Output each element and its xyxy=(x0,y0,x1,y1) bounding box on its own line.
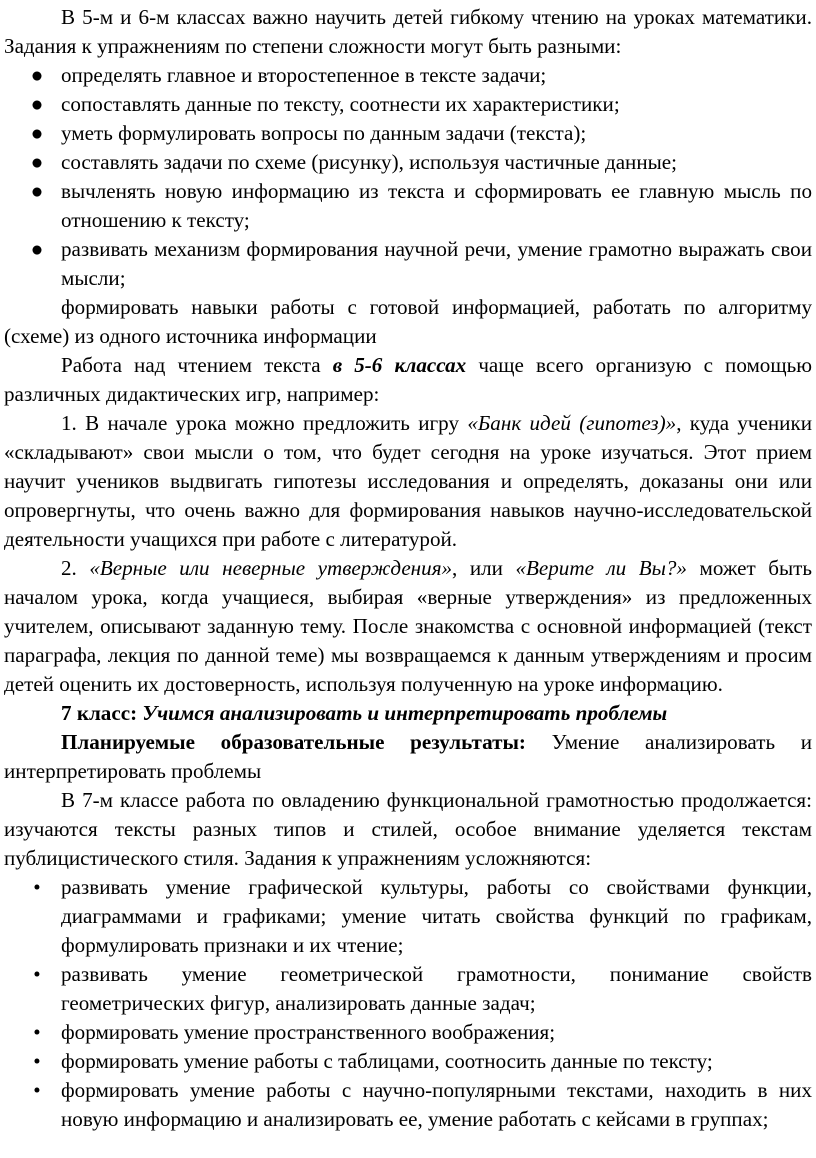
planned-results-paragraph: Планируемые образовательные результаты: Умение анализировать и интерпретировать проблемы xyxy=(4,730,813,783)
results-label: Планируемые образовательные результаты: xyxy=(61,730,526,754)
emphasis-grades: в 5-6 классах xyxy=(332,353,467,377)
bullet-dot-icon: • xyxy=(33,1078,41,1102)
bullet-dot-icon: ● xyxy=(30,237,44,261)
game-2-paragraph: 2. «Верные или неверные утверждения», или «Верите ли Вы?» может быть началом урока, когда учащиеся, выбирая «верные утверждения» из предложенных учителем, описывают заданную тему. После знакомства с основной информацией (текст параграфа, лекция по данной теме) мы возвращаемся к данным утверждениям и просим детей оценить их достоверность, используя полученную на уроке информацию. xyxy=(4,556,812,696)
bullet-dot-icon: ● xyxy=(30,92,44,116)
list-item: • формировать умение пространственного воображения; xyxy=(4,1018,812,1047)
list-item: • формировать умение работы с таблицами, соотносить данные по тексту; xyxy=(4,1047,812,1076)
bullet-list-grade5-6 xyxy=(4,61,812,293)
bullet-dot-icon: ● xyxy=(30,63,44,87)
list-item: ● развивать механизм формирования научной речи, умение грамотно выражать свои мысли; xyxy=(4,235,812,293)
bullet-dot-icon: ● xyxy=(30,150,44,174)
section-heading-grade7 xyxy=(4,699,812,728)
game-1-paragraph: 1. В начале урока можно предложить игру «Банк идей (гипотез)», куда ученики «складывают» свои мысли о том, что будет сегодня на уроке изучаться. Этот прием научит учеников выдвигать гипотезы исследования и определять, доказаны они или опровергнуты, что очень важно для формирования навыков научно-исследовательской деятельности учащихся при работе с литературой. xyxy=(4,411,812,551)
bullet-dot-icon: • xyxy=(33,1020,41,1044)
bullet-list-grade7 xyxy=(4,873,812,1134)
list-item: • развивать умение геометрической грамотности, понимание свойств геометрических фигур, анализировать данные задач; xyxy=(4,960,812,1018)
list-item: ● сопоставлять данные по тексту, соотнести их характеристики; xyxy=(4,90,812,119)
list-item: ● составлять задачи по схеме (рисунку), используя частичные данные; xyxy=(4,148,812,177)
game-name-do-you-believe: «Верите ли Вы?» xyxy=(515,556,687,580)
heading-title: Учимся анализировать и интерпретировать проблемы xyxy=(142,701,668,725)
reading-work-paragraph: Работа над чтением текста в 5-6 классах чаще всего организую с помощью различных дидактических игр, например: xyxy=(4,353,812,406)
list-item: • формировать умение работы с научно-популярными текстами, находить в них новую информацию и анализировать ее, умение работать с кейсами в группах; xyxy=(4,1076,812,1134)
list-item: ● уметь формулировать вопросы по данным задачи (текста); xyxy=(4,119,812,148)
bullet-dot-icon: • xyxy=(33,1049,41,1073)
list-item: ● определять главное и второстепенное в тексте задачи; xyxy=(4,61,812,90)
bullet-dot-icon: ● xyxy=(30,121,44,145)
bullet-dot-icon: ● xyxy=(30,179,44,203)
grade7-intro-paragraph: В 7-м классе работа по овладению функциональной грамотностью продолжается: изучаются тексты разных типов и стилей, особое внимание уделяется текстам публицистического стиля. Задания к упражнениям усложняются: xyxy=(4,788,812,870)
bullet-dot-icon: • xyxy=(33,962,41,986)
bullet-dot-icon: • xyxy=(33,875,41,899)
game-name-true-false: «Верные или неверные утверждения» xyxy=(89,556,453,580)
heading-label: 7 класс: xyxy=(61,701,143,725)
list-item: • развивать умение графической культуры, работы со свойствами функции, диаграммами и графиками; умение читать свойства функций по графикам, формулировать признаки и их чтение; xyxy=(4,873,812,960)
intro-paragraph: В 5-м и 6-м классах важно научить детей гибкому чтению на уроках математики. Задания к упражнениям по степени сложности могут быть разными: xyxy=(4,5,812,58)
skills-paragraph: формировать навыки работы с готовой информацией, работать по алгоритму (схеме) из одного источника информации xyxy=(4,295,812,348)
game-name-ideas-bank: «Банк идей (гипотез)» xyxy=(467,411,677,435)
list-item: ● вычленять новую информацию из текста и сформировать ее главную мысль по отношению к тексту; xyxy=(4,177,812,235)
